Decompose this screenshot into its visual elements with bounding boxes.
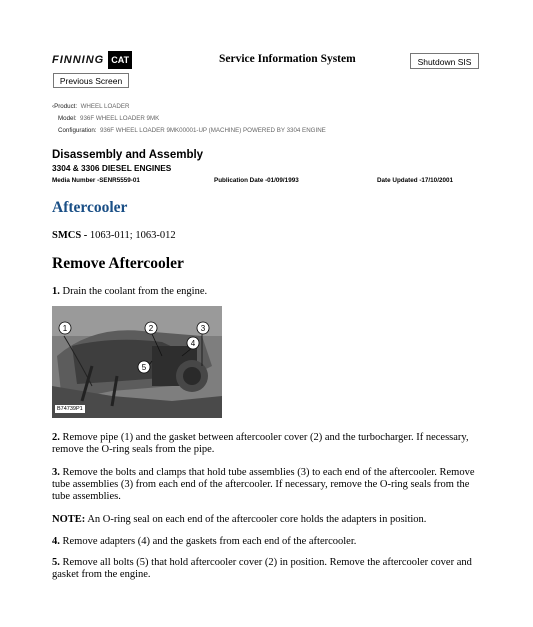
finning-cat-logo	[52, 49, 136, 71]
media-number: Media Number -SENR5559-01	[52, 177, 140, 184]
cat-badge: CAT	[108, 51, 132, 69]
step-4: 4. Remove adapters (4) and the gaskets from each end of the aftercooler.	[52, 536, 357, 547]
callout-2: 2	[148, 324, 154, 333]
configuration-value: 936F WHEEL LOADER 9MK00001-UP (MACHINE) POWERED BY 3304 ENGINE	[99, 127, 326, 134]
logo-text: FINNING	[52, 54, 105, 66]
smcs-label: SMCS -	[52, 230, 88, 241]
product-value: WHEEL LOADER	[80, 103, 130, 110]
callout-5: 5	[141, 363, 147, 372]
smcs-value: 1063-011; 1063-012	[89, 230, 176, 241]
step-5: 5. Remove all bolts (5) that hold aftercooler cover (2) in position. Remove the aftercooler cover and gasket from the engine.	[52, 557, 472, 580]
callout-4: 4	[190, 339, 196, 348]
callout-1: 1	[62, 324, 68, 333]
product-label: Product:	[54, 103, 78, 110]
configuration-line	[58, 127, 326, 134]
shutdown-sis-button[interactable]: Shutdown SIS	[410, 53, 479, 69]
model-line	[58, 115, 159, 122]
model-label: Model:	[58, 115, 77, 122]
aftercooler-photo	[52, 306, 222, 418]
date-updated: Date Updated -17/10/2001	[377, 177, 453, 184]
publication-date: Publication Date -01/09/1993	[214, 177, 299, 184]
step-2: 2. Remove pipe (1) and the gasket between aftercooler cover (2) and the turbocharger. If necessary, remove the O-ring seals from the pipe.	[52, 432, 469, 455]
configuration-label: Configuration:	[58, 127, 97, 134]
document-title: Disassembly and Assembly	[52, 149, 204, 161]
step-3: 3. Remove the bolts and clamps that hold tube assemblies (3) to each end of the aftercooler. Remove tube assemblies (3) from each end of the aftercooler. If necessary, remove the O-ring seals from the tube assemblies.	[52, 467, 475, 502]
page-title: Service Information System	[219, 53, 356, 65]
smcs-codes	[52, 230, 176, 241]
previous-screen-button[interactable]: Previous Screen	[53, 73, 129, 88]
callout-3: 3	[200, 324, 206, 333]
engine-illustration	[52, 306, 222, 418]
step-1: 1. Drain the coolant from the engine.	[52, 286, 208, 297]
figure-label: B74739P1	[57, 406, 83, 412]
back-arrow-icon[interactable]: ‹	[52, 103, 55, 110]
product-line	[52, 103, 130, 110]
model-value: 936F WHEEL LOADER 9MK	[80, 115, 160, 122]
section-heading: Aftercooler	[52, 199, 128, 216]
document-subtitle: 3304 & 3306 DIESEL ENGINES	[52, 163, 172, 173]
note: NOTE: An O-ring seal on each end of the aftercooler core holds the adapters in position.	[52, 514, 427, 525]
procedure-heading: Remove Aftercooler	[52, 255, 184, 272]
